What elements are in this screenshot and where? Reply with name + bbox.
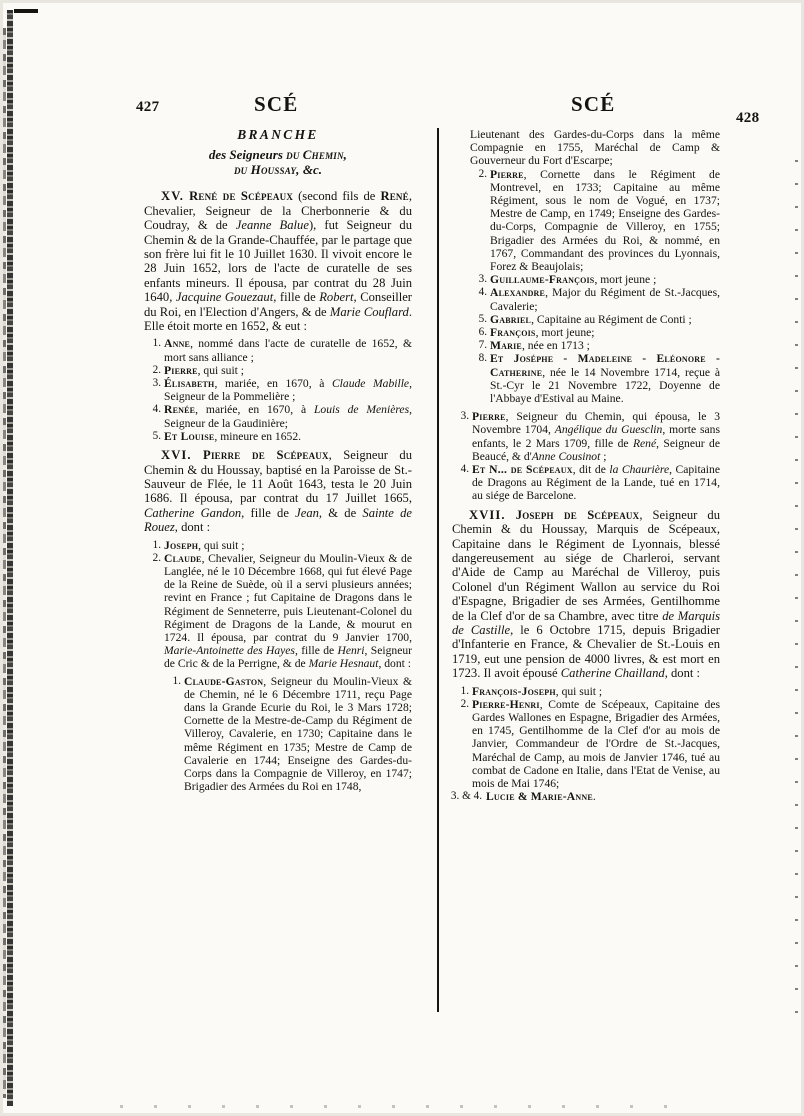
list-item (452, 790, 720, 803)
list-item (144, 403, 412, 429)
list-item-text: , qui suit ; (555, 684, 603, 698)
list-item (470, 273, 720, 286)
list-item-number: 2. (478, 167, 487, 180)
branch-sub-italic-1: des Seigneurs (208, 147, 283, 163)
right-text-column (452, 128, 720, 808)
branch-sub-sc-3: du (233, 162, 248, 178)
list-item-name: Pierre (490, 167, 524, 181)
list-item-number: 3. (460, 410, 469, 423)
entry-xvii-italic-1: de Marquis de Castille (452, 608, 721, 637)
entry-name-xvii: Joseph de Scépeaux (515, 507, 640, 522)
running-head-left: SCÉ (254, 92, 299, 116)
entry-xvi-text-3: , & de (318, 505, 363, 520)
list-item-text: . (592, 790, 596, 804)
list-item-italic-3: Marie Hesnaut (308, 657, 379, 671)
folio-number-right: 428 (736, 110, 760, 126)
list-item-number: 1. (172, 674, 181, 687)
right-edge-speckle-artifact (795, 160, 798, 1020)
list-item (164, 675, 412, 794)
entry-xvi-text-4: , dont : (174, 520, 211, 535)
list-item (144, 430, 412, 443)
continued-text: Lieutenant des Gardes-du-Corps dans la même Compagnie en 1755, Maréchal de Camp & Gouverneur du Fort d'Escarpe; (470, 128, 720, 168)
list-item-text: , Seigneur du Chemin, qui épousa, le 3 Novembre 1704, (472, 410, 720, 437)
list-item-text: , Major du Régiment de St.-Jacques, Cavalerie; (490, 286, 720, 313)
list-item-name: Guillaume-François (490, 273, 595, 287)
list-item-text: , qui suit ; (197, 363, 245, 377)
left-text-column (144, 128, 412, 798)
entry-roman-numeral-xvii: XVII. (469, 507, 506, 522)
entry-xvi-italic-2: Jean (295, 505, 319, 520)
list-item-number: 1. (152, 337, 161, 350)
entry-xvi-italic-1: Catherine Gandon (144, 505, 242, 520)
list-item-number: 4. (460, 463, 469, 476)
list-item-text: , mariée, en 1670, à (214, 377, 332, 391)
list-item-name: Pierre-Henri (472, 697, 540, 711)
list-item-number: 4. (152, 403, 161, 416)
grandchildren-list-continued (470, 128, 720, 405)
list-item-number: 1. (460, 684, 469, 697)
list-item-text: , Capitaine au Régiment de Conti ; (531, 312, 692, 326)
branch-sub-sc-4: Houssay, (250, 162, 300, 178)
list-item-text-4: ; (600, 449, 607, 463)
list-item-text-2: , fille de (294, 644, 338, 658)
bottom-edge-speckle-artifact (120, 1105, 680, 1108)
list-item-text-2: , Seigneur de la Pommelière ; (164, 377, 412, 404)
list-item-text-3: , Seigneur de Cric & de la Perrigne, & de (164, 644, 412, 671)
column-divider-rule (437, 128, 439, 1012)
list-item-number: 5. (478, 312, 487, 325)
entry-xvi-text-1: , Seigneur du Chemin & du Houssay, baptisé en la Paroisse de St.-Sauveur de Flée, le 11 Août 1643, testa le 20 Juin 1686. Il épousa, par contrat du 17 Juillet 1665, (144, 448, 412, 506)
list-item-number: 3. & 4. (450, 790, 482, 803)
list-item (470, 168, 720, 274)
entry-paragraph-xv (144, 189, 412, 333)
list-item-text: , mort jeune ; (594, 273, 657, 287)
list-item-italic-2: Henri (337, 644, 365, 658)
list-item-number: 8. (478, 352, 487, 365)
list-item-text-4: , dont : (378, 657, 411, 671)
entry-xv-text-6: . Elle étoit morte en 1652, & eut : (144, 304, 412, 334)
list-item-text: , née le 14 Novembre 1714, reçue à St.-Cyr le 21 Novembre 1722, Doyenne de l'Abbaye d'Estival au Maine. (490, 365, 720, 406)
branch-sub-italic-2: &c. (302, 162, 323, 178)
entry-xv-text-4: , fille de (273, 290, 320, 305)
list-item (470, 339, 720, 352)
entry-xv-text-1: (second fils de (293, 189, 381, 204)
list-item-italic: Claude Mabille (331, 377, 410, 391)
list-item-number: 5. (152, 429, 161, 442)
entry-xv-italic-4: Marie Couflard (329, 304, 409, 319)
entry-roman-numeral-xvi: XVI. (161, 448, 192, 463)
list-item-continuation (470, 128, 720, 168)
list-item-text: , nommé dans l'acte de curatelle de 1652, & mort sans alliance ; (164, 337, 412, 364)
list-item-text-2: , Seigneur de la Gaudinière; (164, 403, 412, 430)
list-item-name: François (490, 326, 536, 340)
children-list-xv (144, 337, 412, 443)
list-item-italic: Louis de Menières (313, 403, 410, 417)
entry-xvii-text-2: , le 6 Octobre 1715, depuis Brigadier d'Infanterie en France, & Chevalier de St.-Louis en 1719, eut une pension de 4000 livres, & est mort en 1723. Il avoit épousé (452, 622, 720, 681)
entry-xv-italic-1: Jeanne Balue (235, 218, 309, 233)
list-item-name: Pierre (472, 410, 506, 424)
grandchildren-list (164, 675, 412, 794)
list-item-text: , Seigneur du Moulin-Vieux & de Chemin, né le 6 Décembre 1711, reçu Page dans la Grande Ecurie du Roi, le 3 Mars 1728; Cornette de la Mestre-de-Camp du Régiment de Villeroy, Cavalerie, en 1730; Capitaine dans le même Régiment en 1735; Mestre de Camp de Cavalerie en 1744; Enseigne des Gardes-du-Corps dans la Compagnie de Villeroy, en 1747; Brigadier des Armées du Roi en 1748, (184, 674, 412, 794)
list-item-italic: la Chaurière (609, 463, 670, 477)
list-item-name: Lucie & Marie-Anne (486, 790, 593, 804)
list-item-number: 3. (152, 377, 161, 390)
list-item (452, 463, 720, 503)
list-item-name: Et Louise (164, 429, 215, 443)
list-item-name: François-Joseph (472, 684, 556, 698)
list-item-name: Pierre (164, 363, 198, 377)
list-item-text: , mort jeune; (535, 326, 595, 340)
list-item-number: 3. (478, 273, 487, 286)
folio-number-left: 427 (136, 99, 160, 115)
list-item-text: , Chevalier, Seigneur du Moulin-Vieux & de Langlée, né le 10 Décembre 1668, qui fut élevé Page de la Reine de Suède, où il a servi plusieurs années; revint en France ; fut Capitaine de Dragons dans le Régiment de Senneterre, puis Lieutenant-Colonel du Régiment de Dragons de la Lande, & mourut en 1724. Il épousa, par contrat du 9 Janvier 1700, (164, 551, 412, 644)
list-item-name: Anne (164, 337, 191, 351)
list-item-text: , Cornette dans le Régiment de Montrevel, en 1733; Capitaine au même Régiment, sous le nom de Vogué, en 1737; Mestre de Camp, en 1749; Enseigne des Gardes-du-Corps, Compagnie de Villeroy, en 1755; Brigadier des Armées du Roi, & nommé, en 1767, Commandant des provinces du Lyonnais, Forez & Beaujolais; (490, 167, 720, 274)
list-item-text-3: , Seigneur de Beaucé, & d' (472, 436, 720, 463)
list-item-name: Gabriel (490, 312, 532, 326)
list-item-text: , mariée, en 1670, à (195, 403, 314, 417)
branch-subheading (144, 147, 412, 177)
top-edge-artifact (14, 9, 38, 13)
list-item-number: 2. (152, 363, 161, 376)
list-item (452, 685, 720, 698)
list-item-italic: Angélique du Guesclin (554, 423, 663, 437)
list-item (470, 286, 720, 312)
binding-edge-artifact-secondary (3, 28, 6, 1098)
list-item-number: 1. (152, 538, 161, 551)
entry-xvi-italic-3: Sainte de Rouez (144, 505, 412, 535)
list-item-italic: Marie-Antoinette des Hayes (164, 644, 295, 658)
binding-edge-artifact (7, 10, 13, 1106)
list-item (470, 352, 720, 405)
list-item-text-2: , morte sans enfants, le 2 Mars 1709, fille de (472, 423, 720, 450)
list-item-text: , qui suit ; (198, 538, 245, 552)
list-item-name: Et Joséphe - Madeleine - Eléonore - Catherine (490, 352, 720, 379)
list-item-name: Marie (490, 339, 522, 353)
entry-paragraph-xvii (452, 508, 720, 681)
running-head-right: SCÉ (571, 92, 616, 116)
list-item-italic-2: René (632, 436, 657, 450)
branch-sub-sc-2: Chemin, (302, 147, 348, 163)
list-item-text-2: , Capitaine de Dragons au Régiment de la Lande, tué en 1714, au siége de Barcelone. (472, 463, 720, 503)
branch-heading: BRANCHE (237, 127, 319, 142)
entry-xvii-italic-2: Catherine Chailland (560, 666, 665, 681)
list-item-name: Alexandre (490, 286, 546, 300)
entry-xv-name-2: René (380, 189, 409, 204)
entry-xv-text-5: , Conseiller du Roi, en l'Election d'Angers, & de (144, 290, 412, 319)
entry-paragraph-xvi (144, 448, 412, 534)
list-item (144, 552, 412, 794)
entry-xv-italic-3: Robert (319, 290, 354, 305)
list-item-name: Renée (164, 403, 196, 417)
entry-xv-text-3: ), fut Seigneur du Chemin & de la Grande-Chauffée, par le partage que son frère lui fit le 10 Juillet 1630. Il vivoit encore le 28 Juin 1652, lors de l'acte de curatelle de ses enfants mineurs. Il épousa, par contrat du 28 Juin 1640, (144, 218, 413, 305)
list-item-italic-3: Anne Cousinot (531, 449, 601, 463)
list-item-number: 7. (478, 339, 487, 352)
list-item-text: , Comte de Scépeaux, Capitaine des Gardes Wallones en Espagne, Brigadier des Armées, en 1745, Gentilhomme de la Clef d'or au mois de Janvier, Commandeur de l'Ordre de St.-Jacques, Maréchal de Camp, au mois de Janvier 1746, tué au combat de Cadone en Italie, dans l'Etat de Venise, au mois de Mai 1746; (472, 697, 720, 790)
list-item-text: , née en 1713 ; (521, 339, 590, 353)
list-item-name: Claude-Gaston (184, 674, 264, 688)
entry-xvi-text-2: , fille de (241, 505, 296, 520)
list-item-number: 2. (152, 551, 161, 564)
list-item-name: Claude (164, 551, 202, 565)
list-item (452, 410, 720, 463)
list-item (144, 539, 412, 552)
entry-xvii-text-1: , Seigneur du Chemin & du Houssay, Marquis de Scépeaux, Capitaine dans le Régiment de Lyonnais, blessé dangereusement au siége de Charleroi, servant d'Aide de Camp au Maréchal de Villeroy, puis Colonel d'un Régiment Wallon au service du Roi d'Espagne, Brigadier de ses Armées, Gentilhomme de la Clef d'or de sa Chambre, avec titre (452, 507, 720, 623)
entry-xv-italic-2: Jacquine Gouezaut (175, 290, 274, 305)
children-list-xvi-continued (452, 410, 720, 502)
entry-xvii-text-3: , dont : (664, 666, 701, 681)
list-item-name: Joseph (164, 538, 199, 552)
entry-xv-text-2: , Chevalier, Seigneur de la Cherbonnerie & du Coudray, & de (144, 189, 412, 233)
list-item (144, 364, 412, 377)
children-list-xvii (452, 685, 720, 804)
entry-name-xvi: Pierre de Scépeaux (203, 448, 329, 463)
list-item (470, 313, 720, 326)
list-item-text: , mineure en 1652. (214, 429, 302, 443)
list-item-name: Élisabeth (164, 377, 215, 391)
branch-sub-sc-1: du (286, 147, 300, 163)
entry-roman-numeral-xv: XV. (161, 189, 185, 204)
list-item-number: 2. (460, 697, 469, 710)
list-item (452, 698, 720, 790)
list-item-name: Et N... de Scépeaux (472, 463, 573, 477)
entry-name-xv: René de Scépeaux (189, 189, 294, 204)
children-list-xvi (144, 539, 412, 794)
list-item (144, 337, 412, 363)
list-item-number: 6. (478, 326, 487, 339)
list-item-number: 4. (478, 286, 487, 299)
list-item-text: , dit de (572, 463, 610, 477)
list-item (144, 377, 412, 403)
list-item (470, 326, 720, 339)
